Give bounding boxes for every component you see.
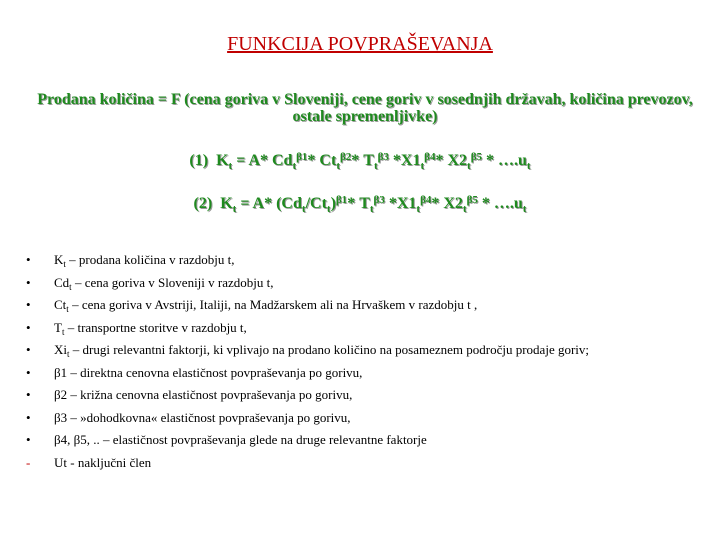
list-item: • $Ct_t$ – cena goriva v Avstriji, Italiji, na Madžarskem ali na Hrvaškem v razdobju t , [26,297,478,314]
variable-symbol: β4, β5, .. [54,432,100,447]
list-item: • $T_t$ – transportne storitve v razdobju t, [26,319,247,337]
variable-description: – cena goriva v Sloveniji v razdobju t, [71,274,274,290]
variable-legend [26,253,696,478]
variable-symbol: β3 [54,409,68,425]
list-item: • $Cd_t$ – cena goriva v Sloveniji v razdobju t, [26,274,274,292]
variable-description: – prodana količina v razdobju t, [65,252,235,267]
variable-symbol: Ut [54,454,67,470]
variable-symbol: Xi [54,342,67,357]
bullet-icon: • [26,319,31,335]
equation-2: (2) $K_t = A*$ $(Cd_t/Ct_t)^{\beta 1}*$ $T_t^{\beta 3}$ $*X1_t^{\beta 4}*$ $X2_t^{\beta 5}$ * $\dots.u_t$ [193,194,527,215]
variable-symbol: Ct [54,297,67,312]
variable-description: – drugi relevantni faktorji, ki vplivajo na prodano količino na posameznem področju prodaje goriv; [69,342,590,357]
bullet-icon: • [26,432,31,447]
bullet-icon: • [26,297,31,312]
bullet-icon: • [26,274,31,290]
variable-symbol: β1 [54,364,68,380]
list-item [26,366,696,384]
variable-description: – križna cenovna elastičnost povpraševanja po gorivu, [67,387,353,402]
variable-symbol: Cd [54,274,70,290]
variable-description: – »dohodkovna« elastičnost povpraševanja po gorivu, [67,409,351,425]
list-item [26,411,696,429]
equation-number: (1) [189,152,209,169]
demand-function-definition: Prodana količina = F (cena goriva v Sloveniji, cene goriv v sosednjih državah, količina prevozov, ostale spremenljivke) [37,91,693,125]
bullet-icon: • [26,252,31,267]
bullet-icon: • [26,409,31,425]
variable-description: – direktna cenovna elastičnost povpraševanja po gorivu, [67,364,363,380]
variable-description: – elastičnost povpraševanja glede na druge relevantne faktorje [99,432,427,447]
list-item [26,433,696,451]
page-title: FUNKCIJA POVPRAŠEVANJA [227,33,493,55]
dash-icon: - [26,454,31,470]
equation-1: (1) $K_t = A*$ $Cd_t^{\beta 1}*$ $Ct_t^{\beta 2}*$ $T_t^{\beta 3}$ $*X1_t^{\beta 4}*$ $X2_t^{\beta 5}$ * $\dots.u_t$ [189,151,531,172]
list-item [26,456,696,474]
equation-number: (2) [193,195,213,212]
variable-symbol: T [54,319,62,335]
variable-symbol: K [54,252,64,267]
variable-description: – cena goriva v Avstriji, Italiji, na Madžarskem ali na Hrvaškem v razdobju t , [68,297,478,312]
list-item [26,388,696,406]
bullet-icon: • [26,364,31,380]
list-item: • $Xi_t$ – drugi relevantni faktorji, ki vplivajo na prodano količino na posameznem področju prodaje goriv; [26,342,590,359]
list-item: • $K_t$ – prodana količina v razdobju t, [26,252,235,269]
variable-description: - naključni člen [67,454,152,470]
variable-symbol: β2 [54,387,68,402]
bullet-icon: • [26,342,31,357]
variable-description: – transportne storitve v razdobju t, [64,319,247,335]
bullet-icon: • [26,387,31,402]
